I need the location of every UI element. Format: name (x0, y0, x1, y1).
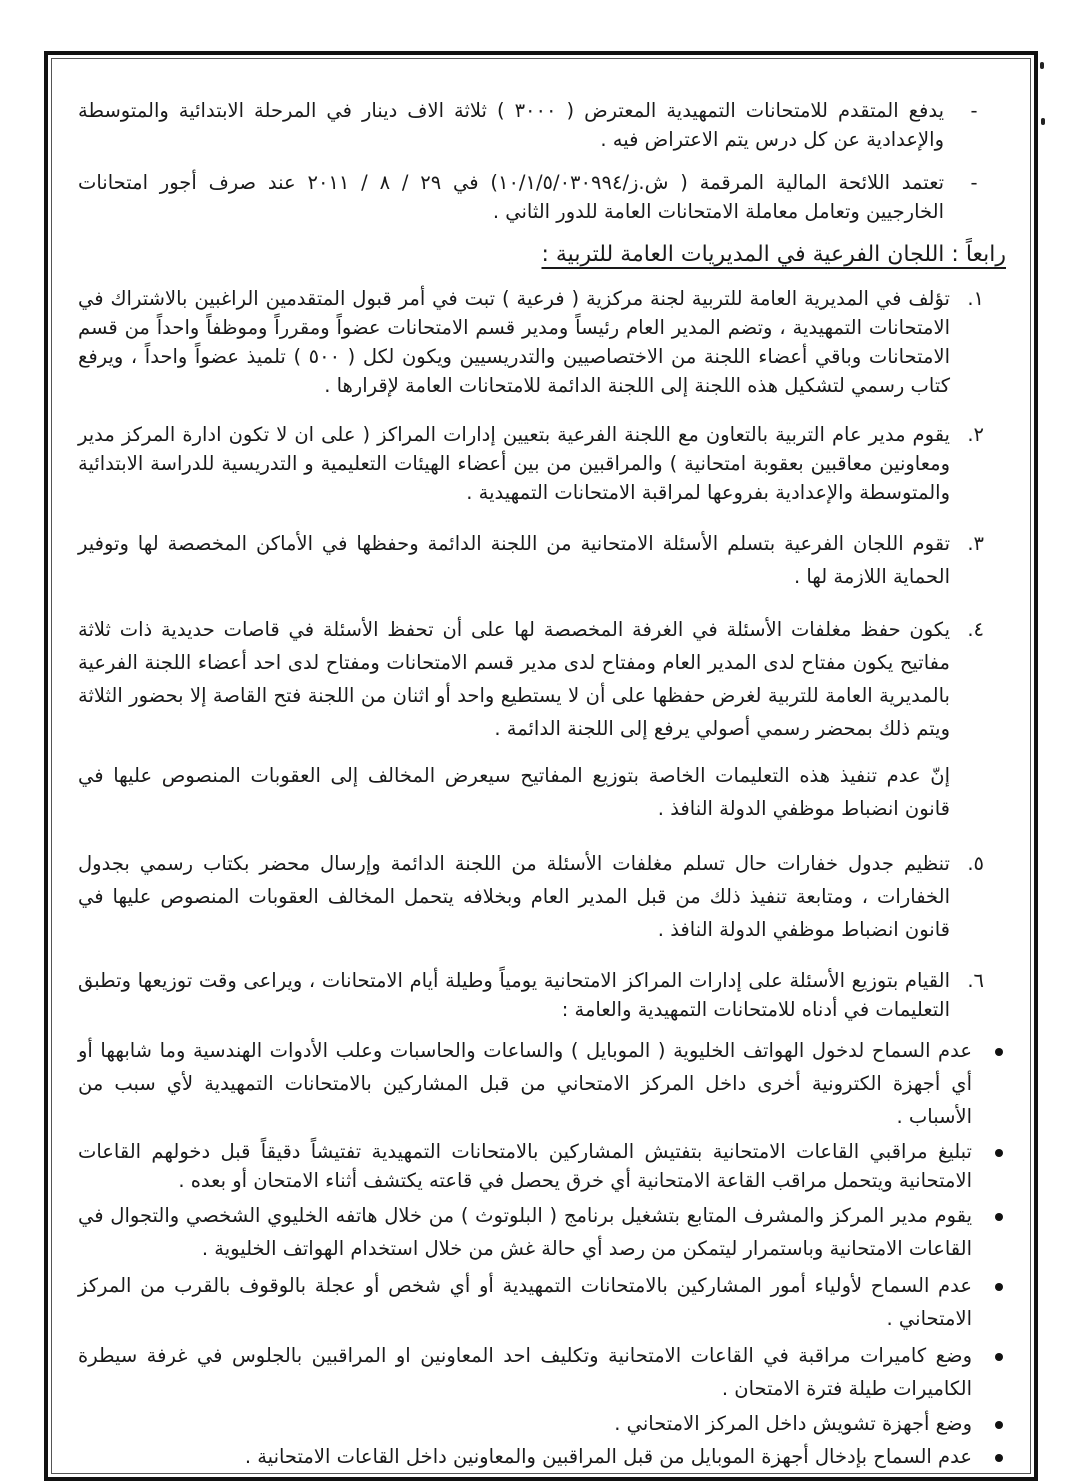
bullet-item (78, 1199, 1006, 1265)
numbered-item (78, 847, 984, 946)
bullet-icon (992, 1339, 1006, 1372)
bullet-item-text: وضع كاميرات مراقبة في القاعات الامتحانية وتكليف احد المعاونين او المراقبين بالجلوس في غرفة سيطرة الكاميرات طيلة فترة الامتحان . (78, 1344, 972, 1400)
bullet-item-text: عدم السماح بإدخال أجهزة الموبايل من قبل المراقبين والمعاونين داخل القاعات الامتحانية . (244, 1445, 972, 1468)
numbered-item (78, 284, 984, 400)
bullet-item (78, 1409, 1006, 1438)
item-number: ٦. (967, 969, 984, 992)
bullet-item-text: يقوم مدير المركز والمشرف المتابع بتشغيل برنامج ( البلوتوث ) من خلال هاتفه الخليوي الشخصي والتجوال في القاعات الامتحانية وباستمرار ليتمكن من رصد أي حالة غش من خلال استخدام الهواتف الخليوية . (78, 1204, 972, 1260)
numbered-item-text: القيام بتوزيع الأسئلة على إدارات المراكز الامتحانية يومياً وطيلة أيام الامتحانات ، ويراعى وقت توزيعها وتطبق التعليمات في أدناه للامتحانات التمهيدية والعامة : (78, 969, 950, 1021)
item-number: ٤. (967, 618, 984, 641)
numbered-item-text: تنظيم جدول خفارات حال تسلم مغلفات الأسئلة من اللجنة الدائمة وإرسال محضر بكتاب رسمي بجدول الخفارات ، ومتابعة تنفيذ ذلك من قبل المدير العام وبخلافه يتحمل المخالف العقوبات المنصوص عليها في قانون انضباط موظفي الدولة النافذ . (78, 852, 950, 941)
intro-item-text: يدفع المتقدم للامتحانات التمهيدية المعترض ( ٣٠٠٠ ) ثلاثة الاف دينار في المرحلة الابتدائية والمتوسطة والإعدادية عن كل درس يتم الاعتراض فيه . (78, 99, 945, 151)
numbered-item-note: إنّ عدم تنفيذ هذه التعليمات الخاصة بتوزيع المفاتيح سيعرض المخالف إلى العقوبات المنصوص عليها في قانون انضباط موظفي الدولة النافذ . (78, 764, 950, 820)
bullet-item (78, 1269, 1006, 1335)
bullet-item (78, 1339, 1006, 1405)
bullet-list (78, 1034, 1006, 1471)
scan-mark (1040, 62, 1044, 69)
numbered-item-text: يقوم مدير عام التربية بالتعاون مع اللجنة الفرعية بتعيين إدارات المراكز ( على ان لا تكون ادارة المركز مدير ومعاونين معاقبين بعقوبة امتحانية ) والمراقبين من بين أعضاء الهيئات التعليمية و التدريسية للدراسة الابتدائية والمتوسطة والإعدادية بفروعها لمراقبة الامتحانات التمهيدية . (78, 423, 950, 504)
bullet-item-text: عدم السماح لدخول الهواتف الخليوية ( الموبايل ) والساعات والحاسبات وعلب الأدوات الهندسية وما شابهها أو أي أجهزة الكترونية أخرى داخل المركز الامتحاني من قبل المشاركين بالامتحانات التمهيدية لأي سبب من الأسباب . (78, 1039, 972, 1128)
intro-item (78, 168, 984, 226)
numbered-item (78, 613, 984, 745)
bullet-icon (992, 1137, 1006, 1166)
item-number: ١. (967, 287, 984, 310)
bullet-item-text: عدم السماح لأولياء أمور المشاركين بالامتحانات التمهيدية أو أي شخص أو عجلة بالوقوف بالقرب من المركز الامتحاني . (78, 1274, 972, 1330)
bullet-icon (992, 1269, 1006, 1302)
dash-marker: - (970, 99, 978, 122)
bullet-item (78, 1442, 1006, 1471)
bullet-item (78, 1034, 1006, 1133)
item-number: ٢. (967, 423, 984, 446)
numbered-item-text: تقوم اللجان الفرعية بتسلم الأسئلة الامتحانية من اللجنة الدائمة وحفظها في الأماكن المخصصة لها وتوفير الحماية اللازمة لها . (78, 532, 950, 588)
bullet-item-text: تبليغ مراقبي القاعات الامتحانية بتفتيش المشاركين بالامتحانات التمهيدية تفتيشاً دقيقاً قبل دخولهم القاعات الامتحانية ويتحمل مراقب القاعة الامتحانية أي خرق يحصل في قاعته يكتشف أثناء الامتحان أو بعده . (78, 1140, 972, 1192)
item-number: ٥. (967, 852, 984, 875)
bullet-item-text: وضع أجهزة تشويش داخل المركز الامتحاني . (614, 1412, 972, 1435)
numbered-item-text: تؤلف في المديرية العامة للتربية لجنة مركزية ( فرعية ) تبت في أمر قبول المتقدمين الراغبين بالاشتراك في الامتحانات التمهيدية ، وتضم المدير العام رئيساً ومدير قسم الامتحانات عضواً ومقرراً وموظفاً واحداً من قسم الامتحانات وباقي أعضاء اللجنة من الاختصاصيين والتدريسيين ويكون لكل ( ٥٠٠ ) تلميذ عضواً واحداً ، ويرفع كتاب رسمي لتشكيل هذه اللجنة إلى اللجنة الدائمة للامتحانات العامة لإقرارها . (78, 287, 950, 397)
item-number: ٣. (967, 532, 984, 555)
numbered-item (78, 966, 984, 1024)
numbered-item (78, 527, 984, 593)
numbered-item (78, 420, 984, 507)
intro-item (78, 96, 984, 154)
dash-marker: - (970, 171, 978, 194)
numbered-item-text: يكون حفظ مغلفات الأسئلة في الغرفة المخصصة لها على أن تحفظ الأسئلة في قاصات حديدية ذات ثلاثة مفاتيح يكون مفتاح لدى المدير العام ومفتاح لدى مدير قسم الامتحانات ومفتاح لدى احد أعضاء اللجنة الفرعية بالمديرية العامة للتربية لغرض حفظها على أن لا يستطيع واحد أو اثنان من اللجنة فتح القاصة إلا بحضور الثلاثة ويتم ذلك بمحضر رسمي أصولي يرفع إلى اللجنة الدائمة . (78, 618, 950, 740)
intro-item-text: تعتمد اللائحة المالية المرقمة ( ش.ز/١٠/١/٥/٠٣٠٩٩٤) في ٢٩ / ٨ / ٢٠١١ عند صرف أجور امتحانات الخارجيين وتعامل معاملة الامتحانات العامة للدور الثاني . (78, 171, 945, 223)
bullet-icon (992, 1034, 1006, 1067)
document-body (78, 96, 1006, 1475)
scan-mark (1041, 118, 1045, 125)
bullet-item (78, 1137, 1006, 1195)
section-heading: رابعاً : اللجان الفرعية في المديريات العامة للتربية : (541, 242, 1006, 267)
bullet-icon (992, 1442, 1006, 1471)
bullet-icon (992, 1409, 1006, 1438)
bullet-icon (992, 1199, 1006, 1232)
